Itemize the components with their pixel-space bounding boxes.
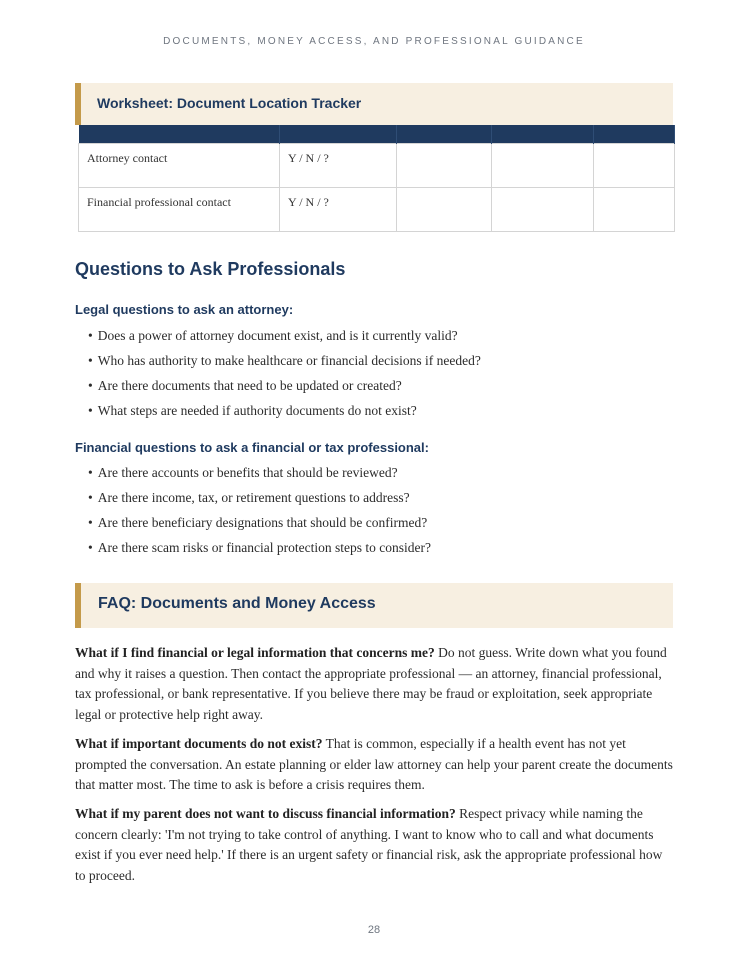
- table-row: [79, 144, 675, 188]
- faq-title: FAQ: Documents and Money Access: [75, 583, 673, 628]
- table-cell-status: Y / N / ?: [280, 144, 397, 188]
- faq-question: What if my parent does not want to discuss financial information?: [75, 806, 456, 821]
- list-item: • Are there accounts or benefits that should be reviewed?: [88, 463, 431, 488]
- table-cell: [397, 144, 492, 188]
- table-header-cell: [397, 125, 492, 144]
- list-item: • Does a power of attorney document exist, and is it currently valid?: [88, 326, 481, 351]
- list-item: • Are there beneficiary designations that should be confirmed?: [88, 513, 431, 538]
- list-item: • What steps are needed if authority documents do not exist?: [88, 401, 481, 426]
- faq-answer: Respect privacy while naming the concern clearly: 'I'm not trying to take control of anything. I want to know who to call and what documents exist if you ever need help.' If there is an urgent safety or financial risk, ask the appropriate professional how to proceed.: [75, 806, 663, 883]
- table-header-cell: [280, 125, 397, 144]
- table-cell: [397, 188, 492, 232]
- table-cell-status: Y / N / ?: [280, 188, 397, 232]
- faq-item: [75, 734, 675, 796]
- table-cell-item: Financial professional contact: [79, 188, 280, 232]
- table-header-cell: [594, 125, 675, 144]
- list-item: • Are there documents that need to be updated or created?: [88, 376, 481, 401]
- list-item: • Who has authority to make healthcare or financial decisions if needed?: [88, 351, 481, 376]
- table-cell: [492, 188, 594, 232]
- legal-questions-heading: Legal questions to ask an attorney:: [75, 302, 294, 317]
- financial-questions-list: [88, 463, 431, 563]
- faq-question: What if I find financial or legal information that concerns me?: [75, 645, 435, 660]
- page-number: 28: [367, 924, 381, 936]
- table-cell: [492, 144, 594, 188]
- table-header-cell: [79, 125, 280, 144]
- faq-question: What if important documents do not exist?: [75, 736, 323, 751]
- financial-questions-heading: Financial questions to ask a financial or tax professional:: [75, 440, 429, 455]
- table-header-row: [79, 125, 675, 144]
- table-row: [79, 188, 675, 232]
- faq-answer: That is common, especially if a health event has not yet prompted the conversation. An estate planning or elder law attorney can help your parent create the documents that matter most. The time to ask is before a crisis requires them.: [75, 736, 673, 792]
- legal-questions-list: [88, 326, 481, 426]
- worksheet-title: Worksheet: Document Location Tracker: [75, 83, 673, 125]
- list-item: • Are there scam risks or financial protection steps to consider?: [88, 538, 431, 563]
- faq-item: [75, 643, 675, 725]
- document-tracker-table: [78, 125, 675, 232]
- table-cell: [594, 144, 675, 188]
- list-item: • Are there income, tax, or retirement questions to address?: [88, 488, 431, 513]
- table-cell-item: Attorney contact: [79, 144, 280, 188]
- table-header-cell: [492, 125, 594, 144]
- faq-answer: Do not guess. Write down what you found and why it raises a question. Then contact the appropriate professional — an attorney, financial professional, tax professional, or bank representative. If you believe there may be fraud or exploitation, seek appropriate legal or protective help right away.: [75, 645, 667, 722]
- questions-section-title: Questions to Ask Professionals: [75, 259, 346, 279]
- faq-item: [75, 804, 675, 886]
- running-head: DOCUMENTS, MONEY ACCESS, AND PROFESSIONAL GUIDANCE: [163, 36, 585, 47]
- table-cell: [594, 188, 675, 232]
